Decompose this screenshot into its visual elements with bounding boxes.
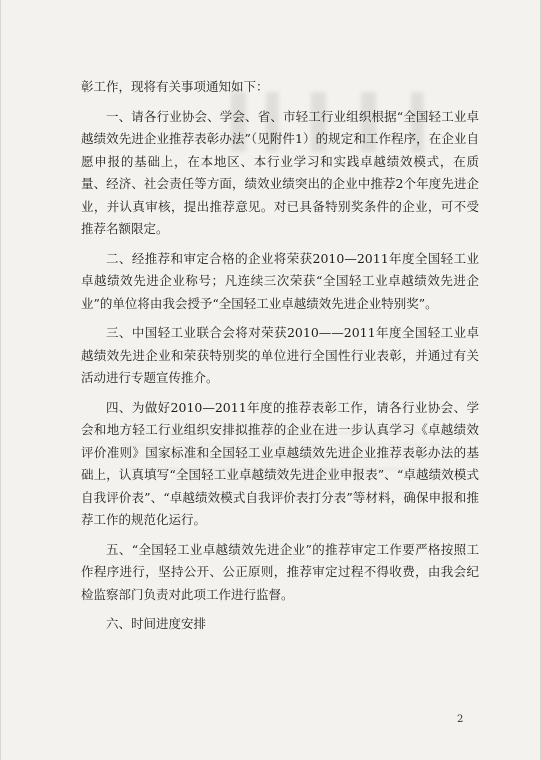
paragraph-item-2: 二、经推荐和审定合格的企业将荣获2010—2011年度全国轻工业卓越绩效先进企业称号；凡连续三次荣获“全国轻工业卓越绩效先进企业”的单位将由我会授予“全国轻工业卓越绩效先进企业特别奖”。: [81, 250, 479, 311]
page-number: 2: [457, 714, 464, 725]
document-body: [81, 76, 479, 636]
paragraph-item-5: 五、“全国轻工业卓越绩效先进企业”的推荐审定工作要严格按照工作程序进行，坚持公开、公正原则，推荐审定过程不得收费，由我会纪检监察部门负责对此项工作进行监督。: [81, 541, 479, 602]
paragraph-item-1: 一、请各行业协会、学会、省、市轻工行业组织根据“全国轻工业卓越绩效先进企业推荐表彰办法”（见附件1）的规定和工作程序，在企业自愿申报的基础上，在本地区、本行业学习和实践卓越绩效模式，在质量、经济、社会责任等方面，绩效业绩突出的企业中推荐2个年度先进企业，并认真审核，提出推荐意见。对已具备特别奖条件的企业，可不受推荐名额限定。: [81, 108, 479, 236]
paragraph-item-4: 四、为做好2010—2011年度的推荐表彰工作，请各行业协会、学会和地方轻工行业组织安排拟推荐的企业在进一步认真学习《卓越绩效评价准则》国家标准和全国轻工业卓越绩效先进企业推荐表彰办法的基础上，认真填写“全国轻工业卓越绩效先进企业申报表”、“卓越绩效模式自我评价表”、“卓越绩效模式自我评价表打分表”等材料，确保申报和推荐工作的规范化运行。: [81, 399, 479, 527]
paragraph-item-3: 三、中国轻工业联合会将对荣获2010——2011年度全国轻工业卓越绩效先进企业和荣获特别奖的单位进行全国性行业表彰，并通过有关活动进行专题宣传推介。: [81, 325, 479, 385]
paragraph-item-6-heading: 六、时间进度安排: [106, 616, 207, 631]
paragraph-intro: 彰工作，现将有关事项通知如下：: [81, 79, 269, 94]
